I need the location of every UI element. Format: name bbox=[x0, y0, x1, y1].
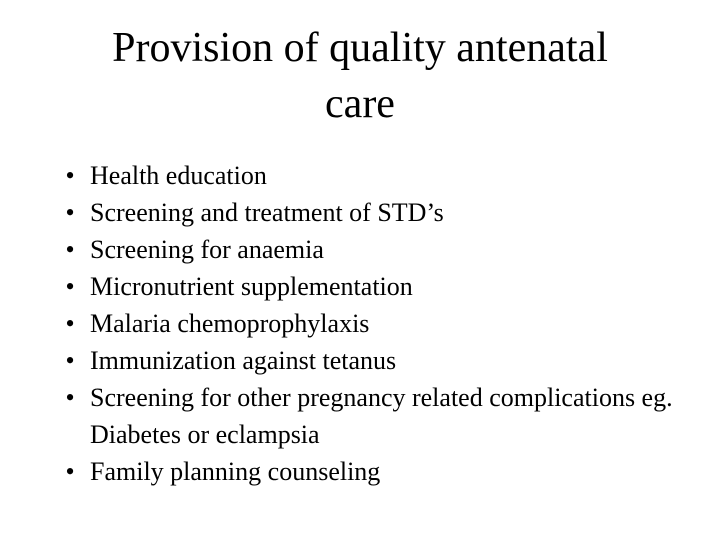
bullet-icon: • bbox=[65, 198, 75, 227]
list-item-tetanus bbox=[65, 342, 690, 379]
bullet-icon: • bbox=[65, 457, 75, 486]
list-item-complications bbox=[65, 379, 690, 453]
slide-title-line-2: care bbox=[325, 81, 395, 127]
list-item-text: Micronutrient supplementation bbox=[90, 272, 413, 301]
list-item-micronutrient bbox=[65, 268, 690, 305]
list-item-text: Screening for anaemia bbox=[90, 235, 324, 264]
bullet-icon: • bbox=[65, 272, 75, 301]
list-item-text: Health education bbox=[90, 161, 267, 190]
slide-title-line-1: Provision of quality antenatal bbox=[112, 25, 608, 71]
list-item-text: Screening and treatment of STD’s bbox=[90, 198, 444, 227]
bullet-list bbox=[65, 157, 690, 490]
list-item-anaemia-screening bbox=[65, 231, 690, 268]
slide-title bbox=[0, 20, 720, 132]
list-item-text: Family planning counseling bbox=[90, 457, 381, 486]
list-item-family-planning bbox=[65, 453, 690, 490]
bullet-icon: • bbox=[65, 235, 75, 264]
bullet-icon: • bbox=[65, 309, 75, 338]
list-item-health-education bbox=[65, 157, 690, 194]
list-item-std-screening bbox=[65, 194, 690, 231]
list-item-text: Screening for other pregnancy related complications eg. Diabetes or eclampsia bbox=[90, 383, 673, 449]
list-item-malaria bbox=[65, 305, 690, 342]
bullet-icon: • bbox=[65, 161, 75, 190]
list-item-text: Immunization against tetanus bbox=[90, 346, 397, 375]
bullet-icon: • bbox=[65, 346, 75, 375]
bullet-icon: • bbox=[65, 383, 75, 412]
list-item-text: Malaria chemoprophylaxis bbox=[90, 309, 370, 338]
